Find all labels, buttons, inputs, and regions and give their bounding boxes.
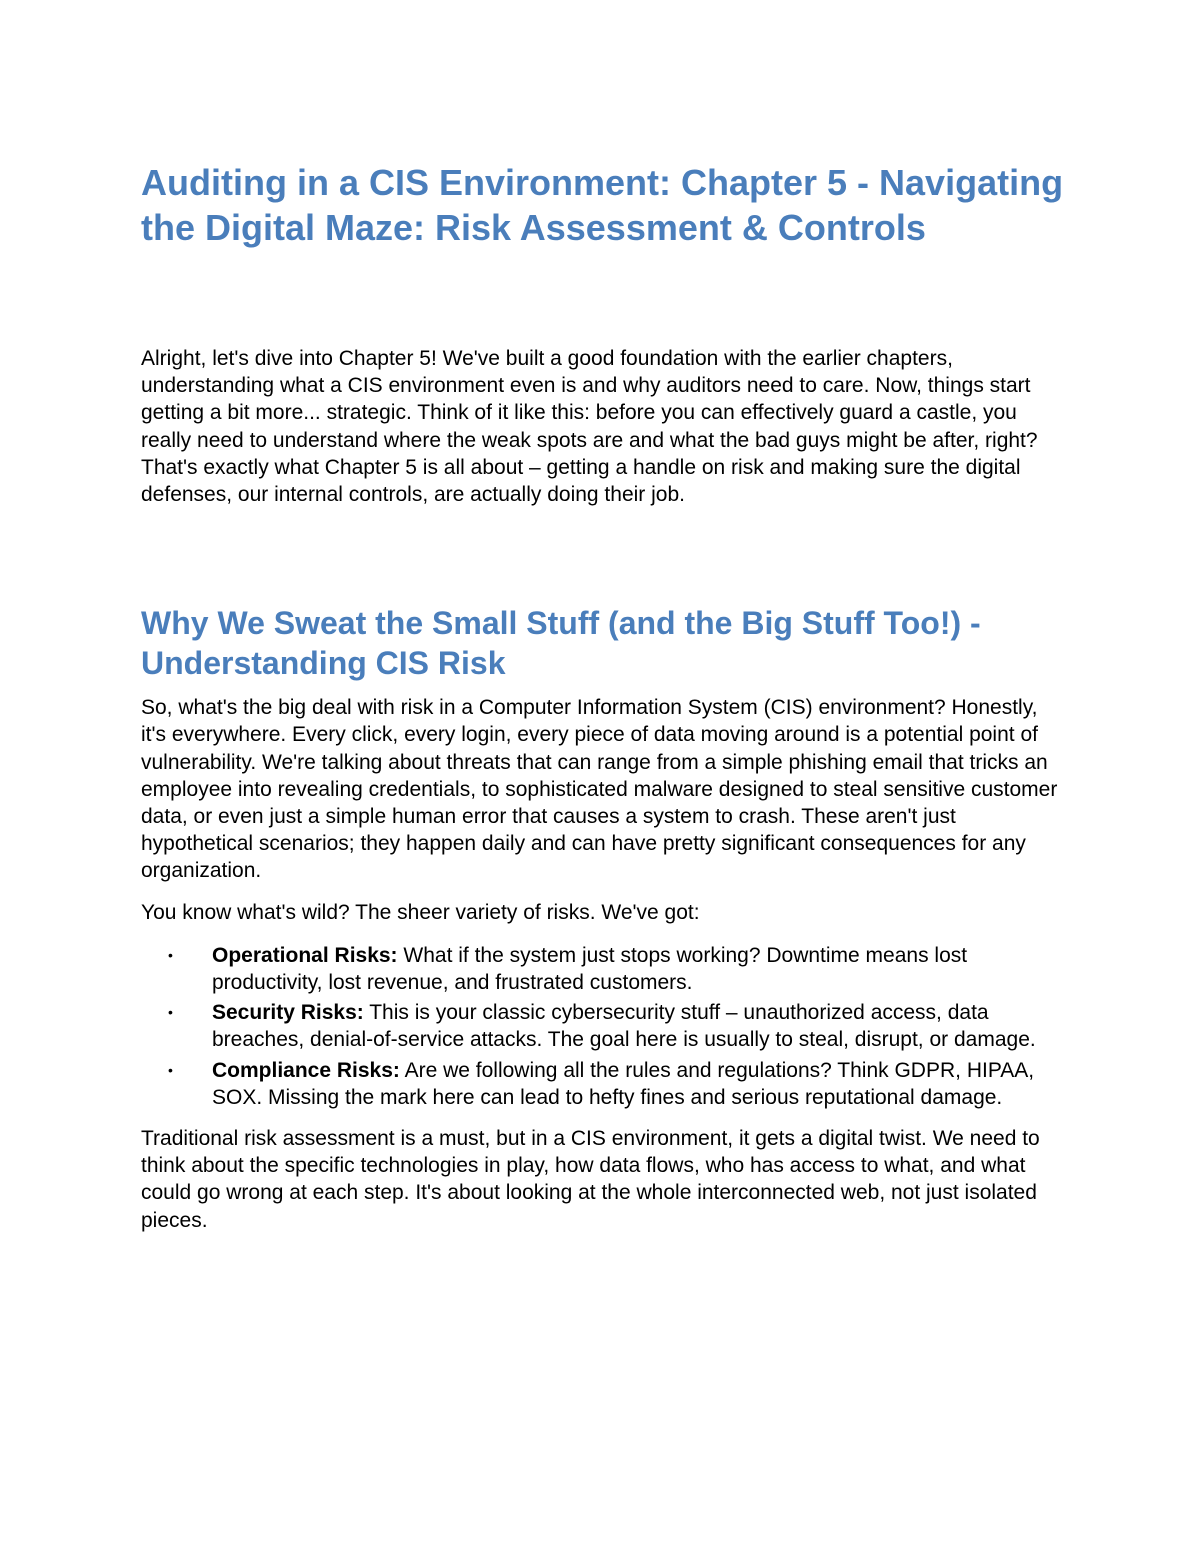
- risk-description: This is your classic cybersecurity stuff – unauthorized access, data breaches, denial-of-service attacks. The goal here is usually to steal, disrupt, or damage.: [212, 1001, 1036, 1052]
- risk-term: Compliance Risks:: [212, 1058, 400, 1082]
- section-paragraph-1: So, what's the big deal with risk in a Computer Information System (CIS) environment? Honestly, it's everywhere. Every click, every login, every piece of data moving around is a potential point of vulnerability. We're talking about threats that can range from a simple phishing email that tricks an employee into revealing credentials, to sophisticated malware designed to steal sensitive customer data, or even just a simple human error that causes a system to crash. These aren't just hypothetical scenarios; they happen daily and can have pretty significant consequences for any organization.: [141, 696, 1058, 883]
- section-paragraph-2: You know what's wild? The sheer variety of risks. We've got:: [141, 900, 700, 924]
- bullet-icon: •: [168, 946, 173, 963]
- list-item: [141, 942, 1066, 996]
- intro-paragraph: Alright, let's dive into Chapter 5! We've built a good foundation with the earlier chapters, understanding what a CIS environment even is and why auditors need to care. Now, things start getting a bit more... strategic. Think of it like this: before you can effectively guard a castle, you really need to understand where the weak spots are and what the bad guys might be after, right? That's exactly what Chapter 5 is all about – getting a handle on risk and making sure the digital defenses, our internal controls, are actually doing their job.: [141, 347, 1038, 507]
- document-page: [141, 160, 1066, 1234]
- list-item: [141, 999, 1066, 1053]
- bullet-icon: •: [168, 1061, 173, 1078]
- risk-term: Security Risks:: [212, 1001, 364, 1025]
- risk-term: Operational Risks:: [212, 943, 398, 967]
- section-heading: Why We Sweat the Small Stuff (and the Big Stuff Too!) - Understanding CIS Risk: [141, 605, 981, 682]
- risk-description: What if the system just stops working? Downtime means lost productivity, lost revenue, and frustrated customers.: [212, 943, 968, 995]
- risk-description: Are we following all the rules and regulations? Think GDPR, HIPAA, SOX. Missing the mark here can lead to hefty fines and serious reputational damage.: [212, 1058, 1035, 1109]
- section-paragraph-3: Traditional risk assessment is a must, but in a CIS environment, it gets a digital twist. We need to think about the specific technologies in play, how data flows, who has access to what, and what could go wrong at each step. It's about looking at the whole interconnected web, not just isolated pieces.: [141, 1127, 1040, 1232]
- list-item: [141, 1057, 1066, 1111]
- document-title: Auditing in a CIS Environment: Chapter 5 - Navigating the Digital Maze: Risk Assessment & Controls: [141, 162, 1064, 248]
- risk-list: [141, 942, 1066, 1111]
- bullet-icon: •: [168, 1004, 173, 1021]
